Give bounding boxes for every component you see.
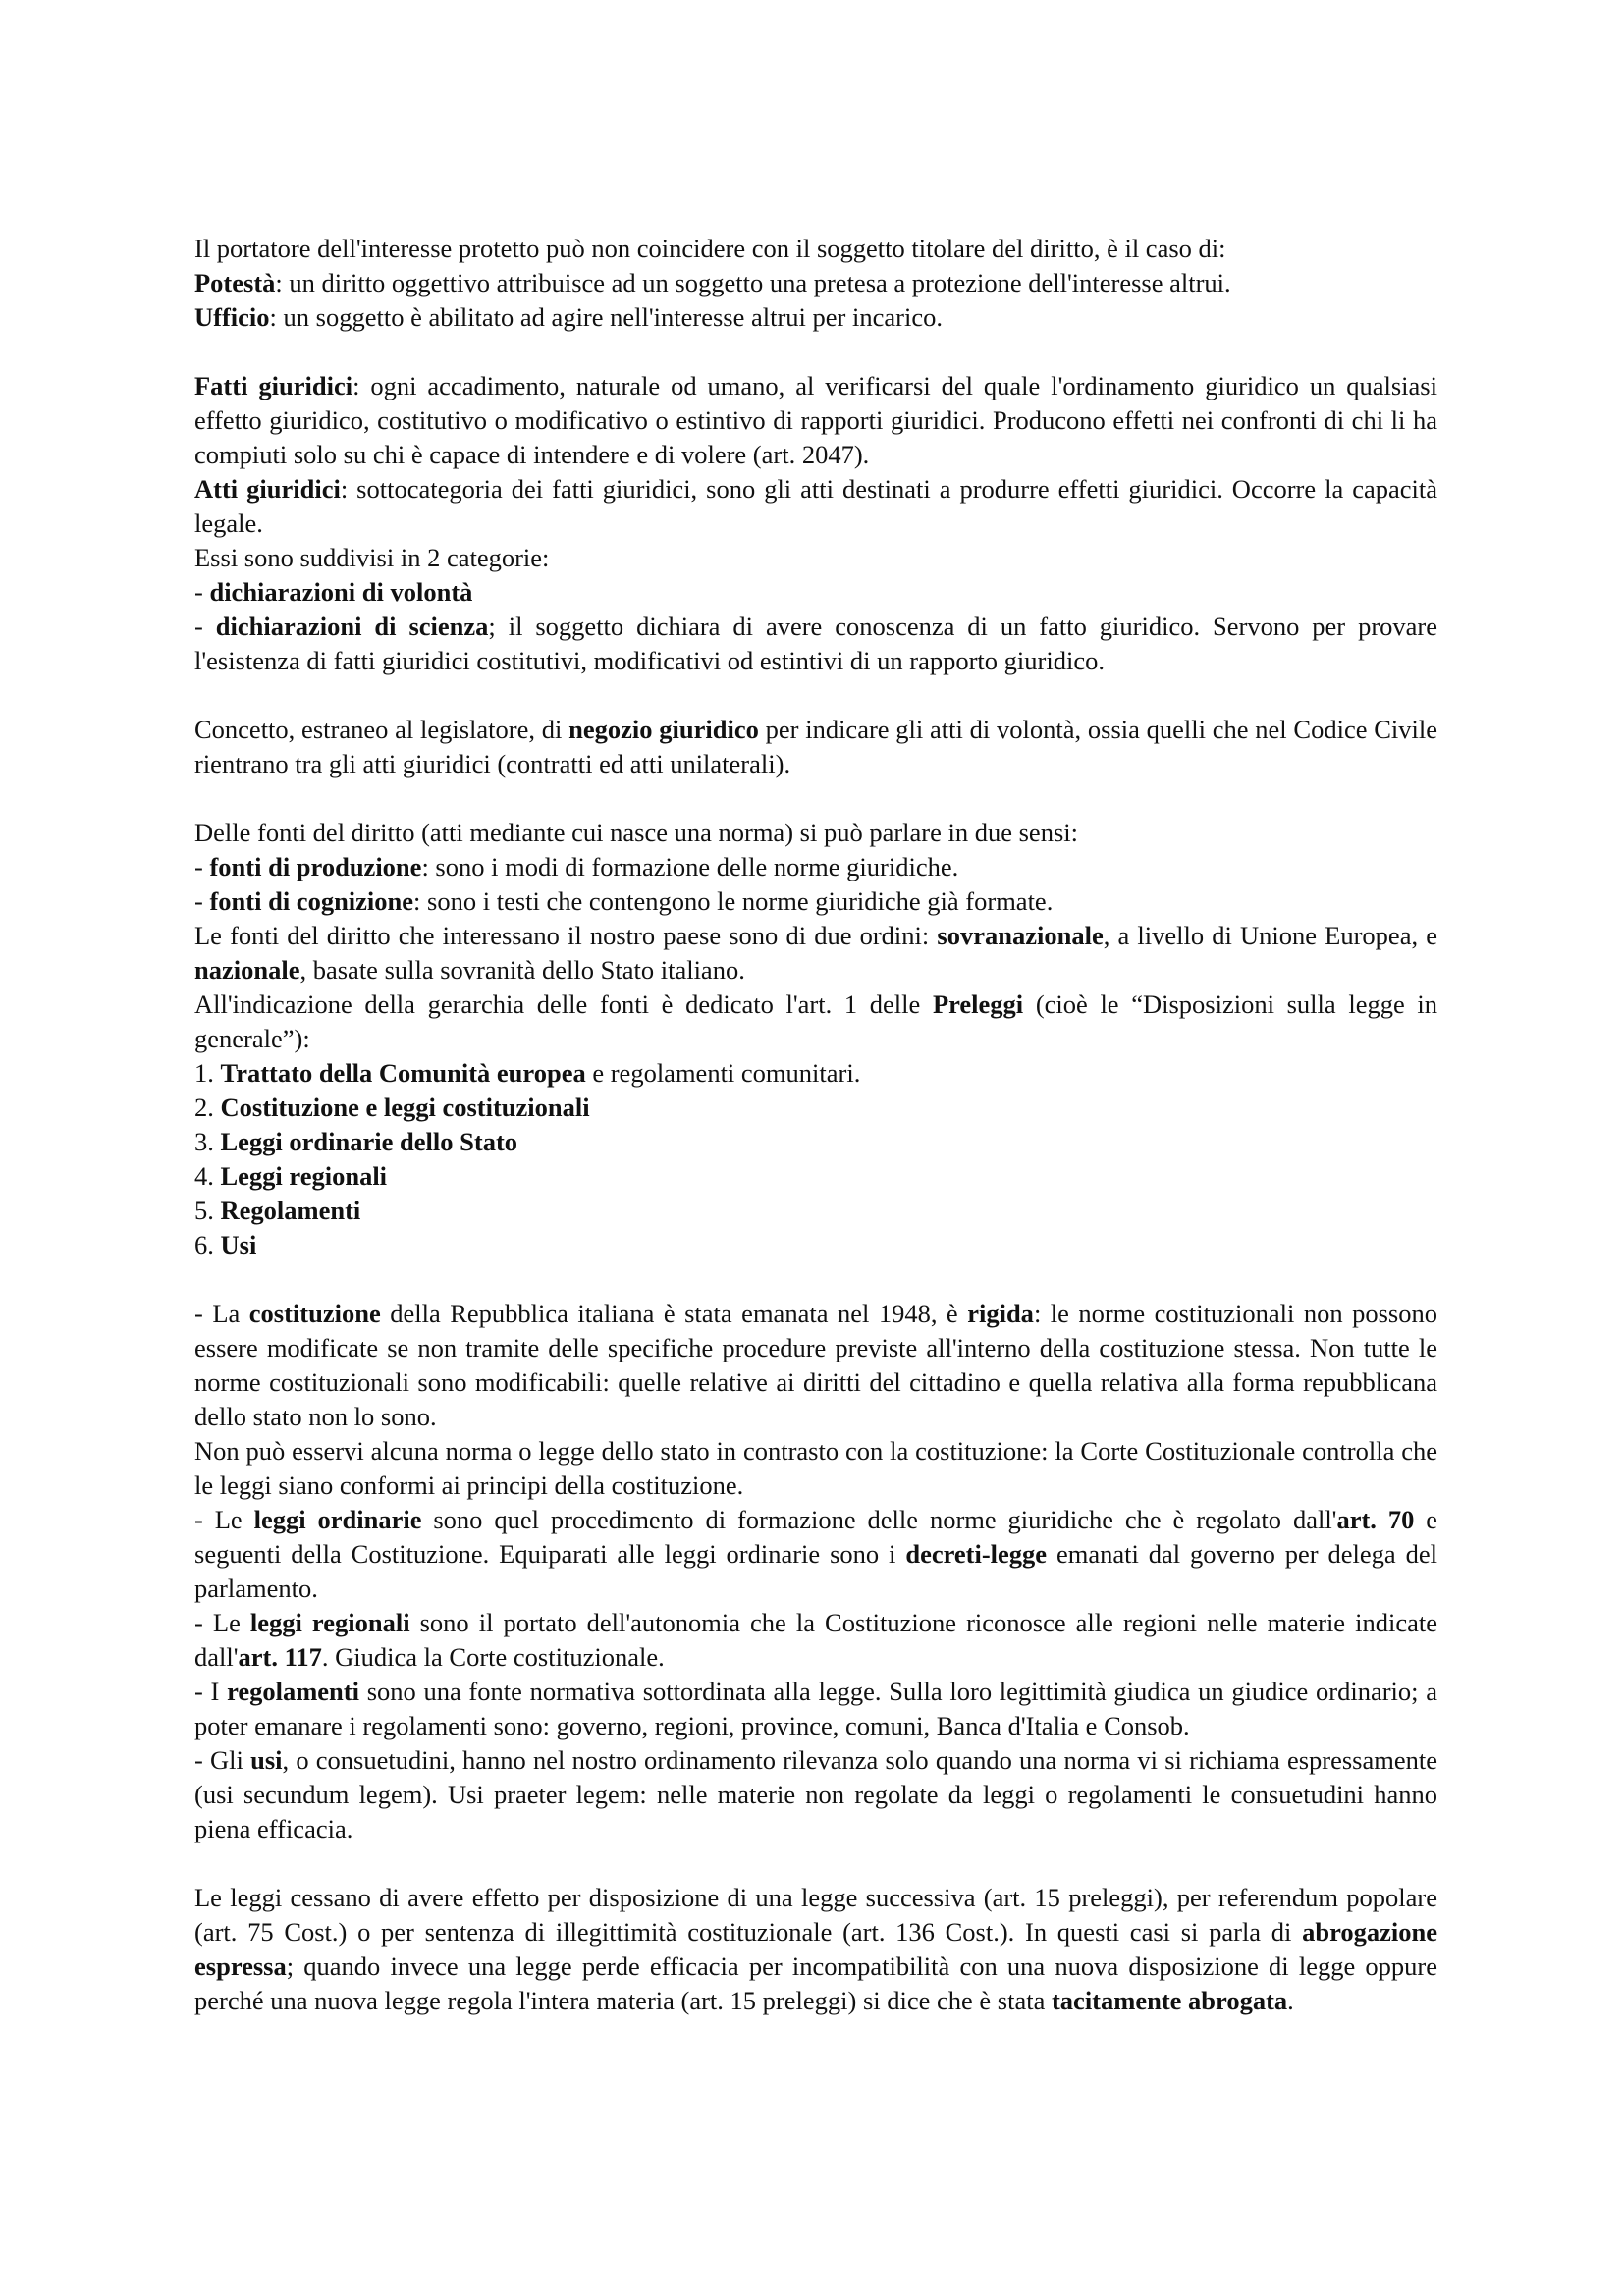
potesta-term: Potestà [194, 268, 276, 297]
spacer [194, 781, 1437, 816]
usi-paragraph: - Gli usi, o consuetudini, hanno nel nostro ordinamento rilevanza solo quando una norma vi si richiama espressamente (usi secundum legem). Usi praeter legem: nelle materie non regolate da leggi o regolamenti le consuetudini hanno piena efficacia. [194, 1745, 1438, 1843]
negozio-term: negozio giuridico [568, 715, 759, 744]
atti-term: Atti giuridici [194, 474, 341, 504]
list-item: 2. Costituzione e leggi costituzionali [194, 1093, 590, 1122]
gerarchia-list [194, 1056, 1437, 1262]
leggi-ordinarie-paragraph: - Le leggi ordinarie sono quel procedimento di formazione delle norme giuridiche che è regolato dall'art. 70 e seguenti della Costituzione. Equiparati alle leggi ordinarie sono i decreti-legge emanati dal governo per delega del parlamento. [194, 1505, 1437, 1603]
fonti-item: - fonti di cognizione: sono i testi che contengono le norme giuridiche già formate. [194, 886, 1054, 916]
list-item: 6. Usi [194, 1230, 257, 1259]
category-item: - dichiarazioni di volontà [194, 577, 473, 607]
ufficio-term: Ufficio [194, 302, 270, 332]
contrasto-paragraph: Non può esservi alcuna norma o legge dello stato in contrasto con la costituzione: la Corte Costituzionale controlla che le leggi siano conformi ai principi della costituzione. [194, 1436, 1437, 1500]
leggi-regionali-paragraph: - Le leggi regionali sono il portato dell'autonomia che la Costituzione riconosce alle regioni nelle materie indicate dall'art. 117. Giudica la Corte costituzionale. [194, 1608, 1437, 1672]
negozio-paragraph: Concetto, estraneo al legislatore, di negozio giuridico per indicare gli atti di volontà, ossia quelli che nel Codice Civile rientrano tra gli atti giuridici (contratti ed atti unilaterali). [194, 715, 1438, 778]
ordini-paragraph: Le fonti del diritto che interessano il nostro paese sono di due ordini: sovranazionale, a livello di Unione Europea, e nazionale, basate sulla sovranità dello Stato italiano. [194, 921, 1437, 985]
atti-paragraph: Atti giuridici: sottocategoria dei fatti giuridici, sono gli atti destinati a produrre effetti giuridici. Occorre la capacità legale. [194, 474, 1437, 538]
list-item: 5. Regolamenti [194, 1196, 361, 1225]
fatti-paragraph: Fatti giuridici: ogni accadimento, naturale od umano, al verificarsi del quale l'ordinamento giuridico un qualsiasi effetto giuridico, costitutivo o modificativo o estintivo di rapporti giuridici. Producono effetti nei confronti di chi li ha compiuti solo su chi è capace di intendere e di volere (art. 2047). [194, 371, 1437, 469]
list-item: 4. Leggi regionali [194, 1161, 388, 1191]
fatti-term: Fatti giuridici [194, 371, 353, 400]
abrogazione-paragraph: Le leggi cessano di avere effetto per disposizione di una legge successiva (art. 15 preleggi), per referendum popolare (art. 75 Cost.) o per sentenza di illegittimità costituzionale (art. 136 Cost.). In questi casi si parla di abrogazione espressa; quando invece una legge perde efficacia per incompatibilità con una nuova disposizione di legge oppure perché una nuova legge regola l'intera materia (art. 15 preleggi) si dice che è stata tacitamente abrogata. [194, 1883, 1437, 2015]
list-item: 3. Leggi ordinarie dello Stato [194, 1127, 518, 1156]
fonti-intro: Delle fonti del diritto (atti mediante cui nasce una norma) si può parlare in due sensi: [194, 818, 1078, 847]
spacer [194, 1846, 1437, 1881]
category-item: - dichiarazioni di scienza; il soggetto dichiara di avere conoscenza di un fatto giuridico. Servono per provare l'esistenza di fatti giuridici costitutivi, modificativi od estintivi di un rapporto giuridico. [194, 612, 1437, 675]
regolamenti-paragraph: - I regolamenti sono una fonte normativa sottordinata alla legge. Sulla loro legittimità giudica un giudice ordinario; a poter emanare i regolamenti sono: governo, regioni, province, comuni, Banca d'Italia e Consob. [194, 1677, 1437, 1740]
ufficio-paragraph: Ufficio: un soggetto è abilitato ad agire nell'interesse altrui per incarico. [194, 302, 943, 332]
spacer [194, 1262, 1437, 1297]
gerarchia-paragraph: All'indicazione della gerarchia delle fonti è dedicato l'art. 1 delle Preleggi (cioè le “Disposizioni sulla legge in generale”): [194, 989, 1437, 1053]
categories-intro: Essi sono suddivisi in 2 categorie: [194, 543, 550, 572]
spacer [194, 335, 1437, 369]
fonti-item: - fonti di produzione: sono i modi di formazione delle norme giuridiche. [194, 852, 959, 881]
costituzione-paragraph: - La costituzione della Repubblica italiana è stata emanata nel 1948, è rigida: le norme costituzionali non possono essere modificate se non tramite delle specifiche procedure previste all'interno della costituzione stessa. Non tutte le norme costituzionali sono modificabili: quelle relative ai diritti del cittadino e quella relativa alla forma repubblicana dello stato non lo sono. [194, 1299, 1437, 1431]
potesta-paragraph: Potestà: un diritto oggettivo attribuisce ad un soggetto una pretesa a protezione dell'interesse altrui. [194, 268, 1231, 297]
list-item: 1. Trattato della Comunità europea e regolamenti comunitari. [194, 1058, 861, 1088]
spacer [194, 678, 1437, 713]
document-page [194, 232, 1437, 2018]
intro-line: Il portatore dell'interesse protetto può non coincidere con il soggetto titolare del diritto, è il caso di: [194, 234, 1226, 263]
